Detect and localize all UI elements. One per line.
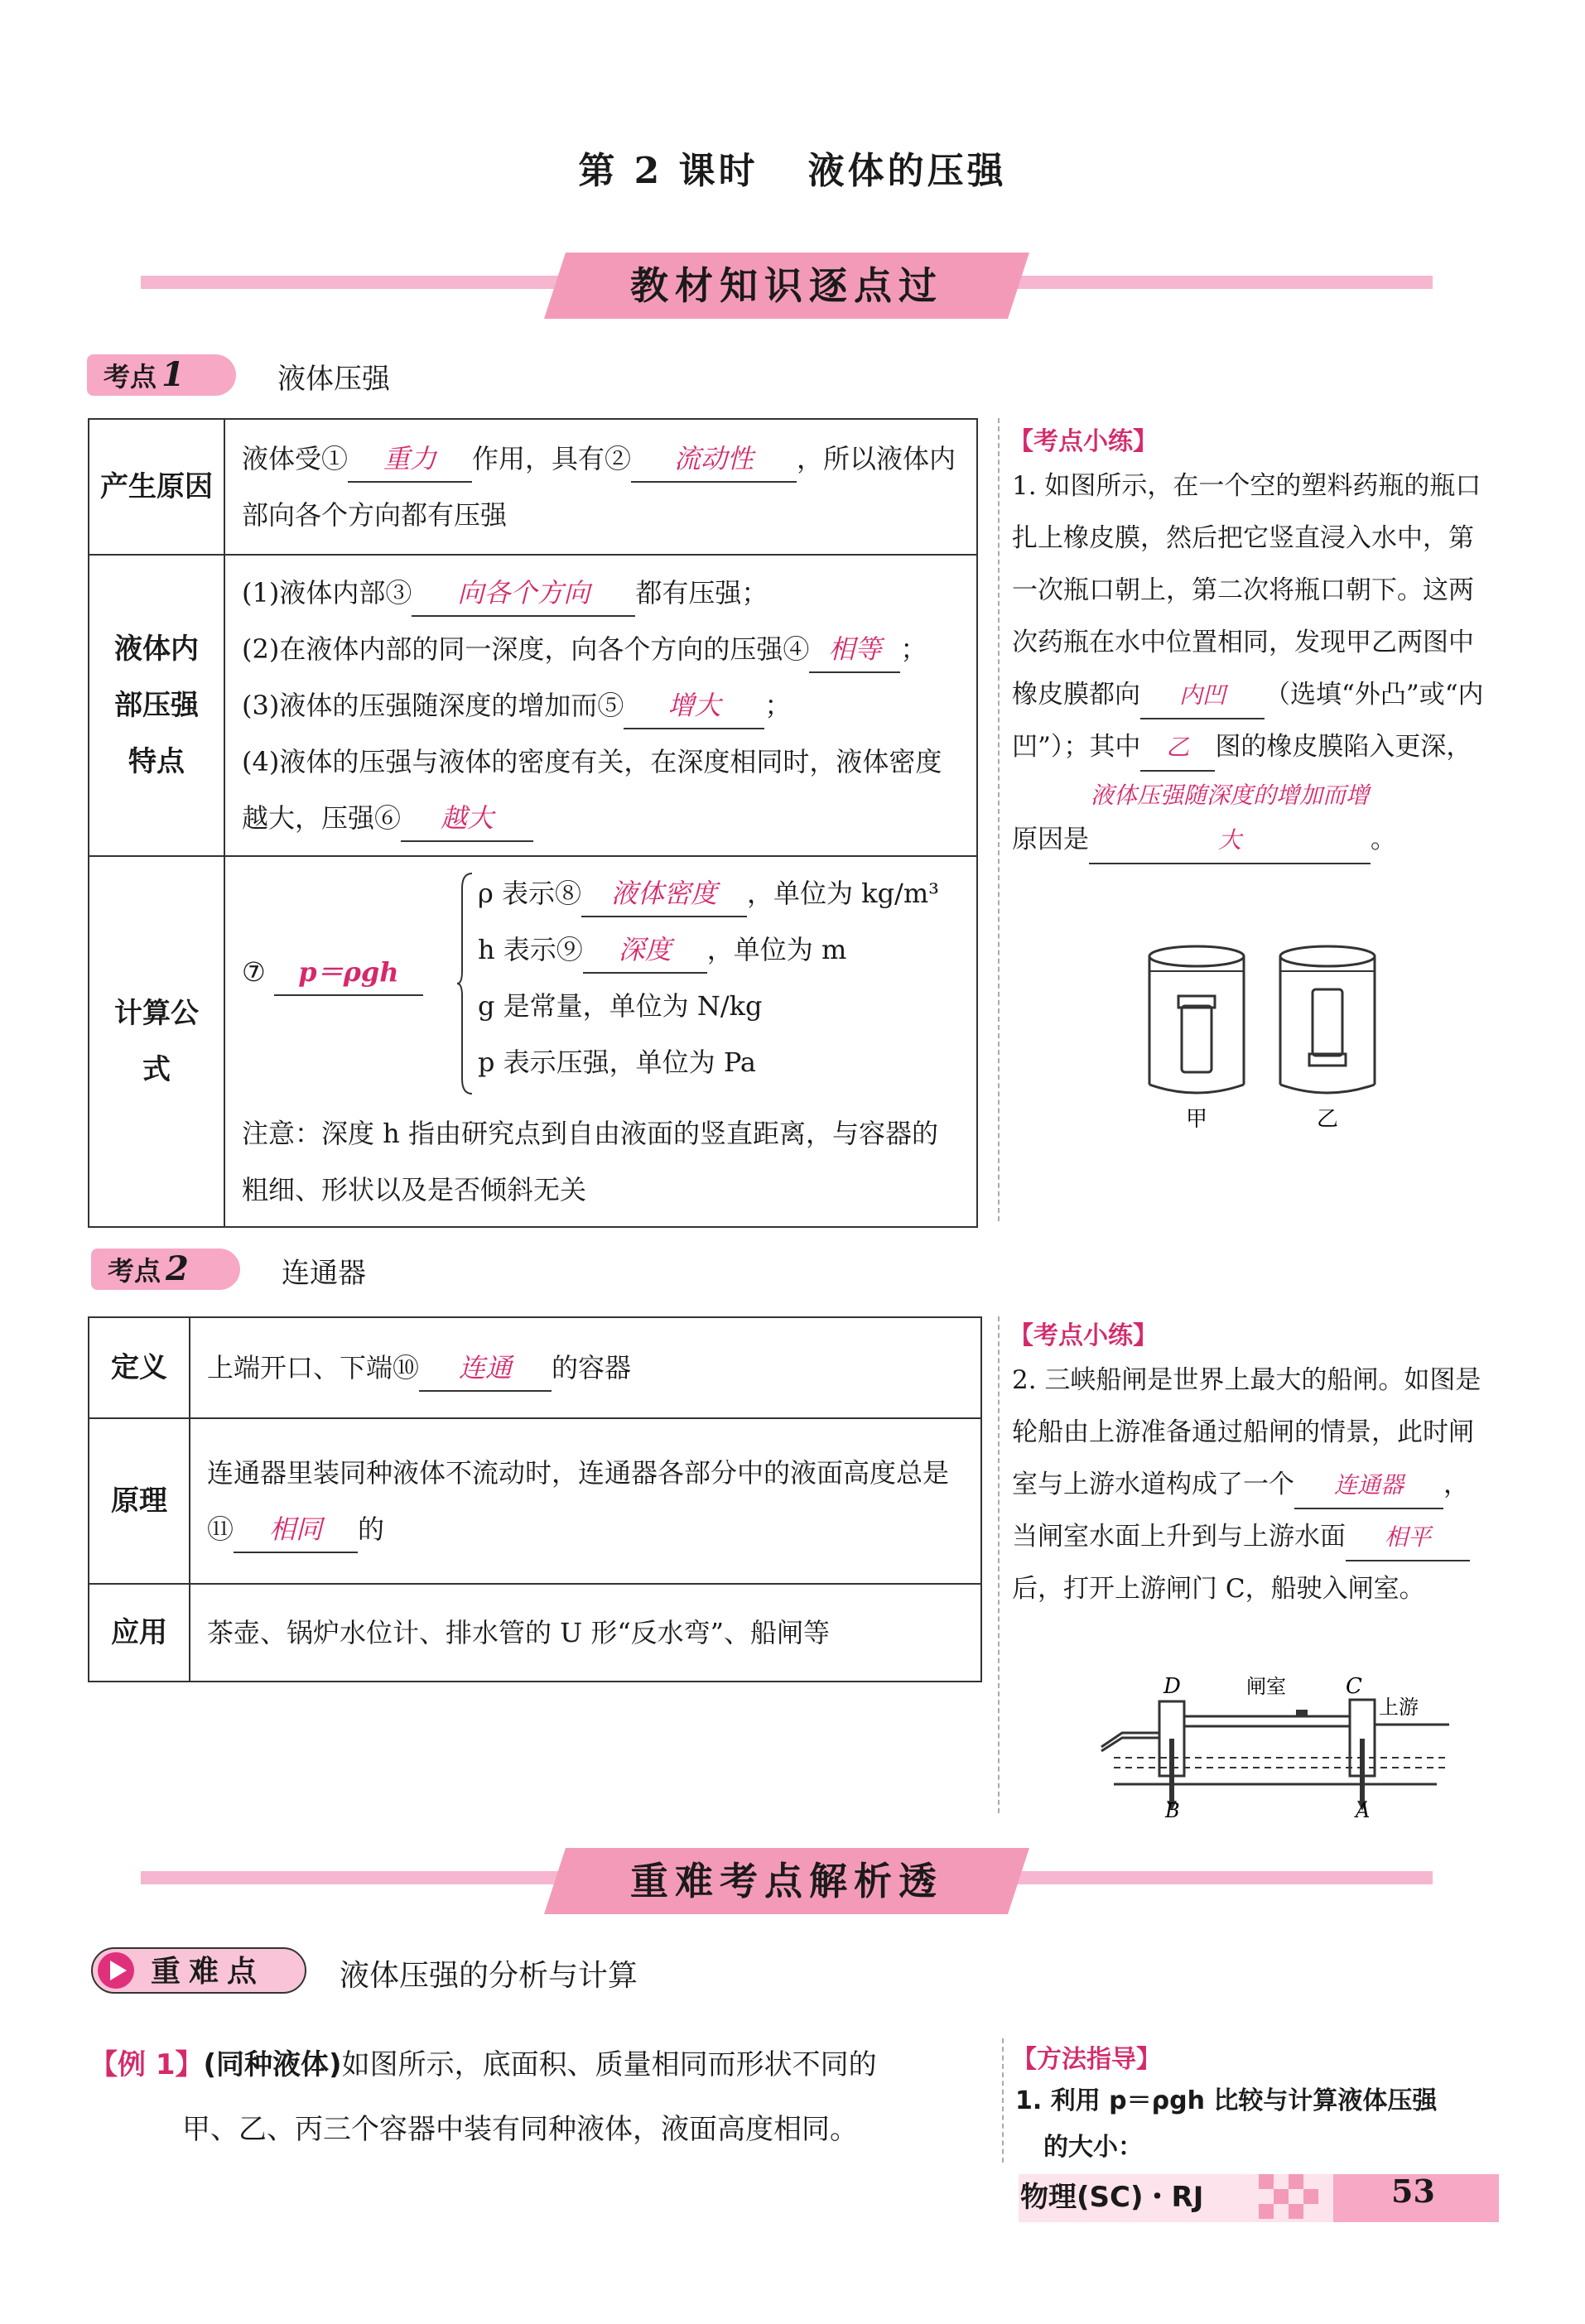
beaker-left bbox=[1149, 946, 1244, 1093]
row-header-principle: 原理 bbox=[89, 1418, 190, 1584]
row-header-features: 液体内部压强特点 bbox=[89, 555, 224, 856]
brace-icon bbox=[455, 872, 474, 1095]
application-content: 茶壶、锅炉水位计、排水管的 U 形“反水弯”、船闸等 bbox=[190, 1584, 981, 1682]
table-row bbox=[89, 1418, 981, 1584]
ship-lock-figure bbox=[1097, 1668, 1453, 1817]
row-header-formula: 计算公式 bbox=[89, 856, 224, 1227]
example-tag: 【例 1】 bbox=[89, 2048, 204, 2081]
example-1: 【例 1】(同种液体)如图所示，底面积、质量相同而形状不同的 甲、乙、丙三个容器中装有同种液体，液面高度相同。 bbox=[89, 2048, 877, 2146]
difficult-point-title: 液体压强的分析与计算 bbox=[340, 1959, 638, 1993]
lesson-topic: 液体的压强 bbox=[807, 150, 1007, 192]
answer-blank: 乙 bbox=[1140, 725, 1215, 772]
beaker-right bbox=[1280, 946, 1375, 1093]
footer-subject: 物理(SC)・RJ bbox=[1020, 2181, 1204, 2214]
answer-blank: 增大 bbox=[624, 683, 764, 729]
banner-text: 重难考点解析透 bbox=[630, 1859, 943, 1903]
column-divider bbox=[998, 1316, 1000, 1813]
answer-blank: 重力 bbox=[348, 436, 472, 483]
answer-blank: 连通器 bbox=[1294, 1463, 1443, 1509]
answer-blank: 流动性 bbox=[631, 436, 797, 483]
kaodian-1-badge: 考点 1 bbox=[87, 354, 236, 396]
practice-2-question: 2. 三峡船闸是世界上最大的船闸。如图是轮船由上游准备通过船闸的情景，此时闸室与上游水道构成了一个 连通器 ，当闸室水面上升到与上游水面 相平后，打开上游闸门 C，船驶入闸室。 bbox=[1012, 1365, 1481, 1604]
answer-blank: 深度 bbox=[583, 927, 707, 974]
column-divider bbox=[998, 418, 1000, 1221]
section-banner-knowledge bbox=[141, 253, 1433, 319]
table-row bbox=[89, 555, 977, 856]
label-D: D bbox=[1163, 1674, 1181, 1699]
page-title bbox=[0, 141, 1585, 194]
cause-content: 液体受① 重力 作用，具有② 流动性 ，所以液体内部向各个方向都有压强 bbox=[224, 419, 977, 555]
answer-blank: 越大 bbox=[401, 796, 533, 842]
difficult-point-badge: 重难点 bbox=[91, 1947, 306, 1994]
formula-answer: ⑦ p＝ρgh bbox=[242, 944, 423, 1000]
lesson-number: 第 2 课时 bbox=[578, 150, 759, 192]
table-row bbox=[89, 419, 977, 555]
label-upstream: 上游 bbox=[1379, 1696, 1419, 1719]
table-row bbox=[89, 856, 977, 1227]
features-content: (1)液体内部③ 向各个方向 都有压强； (2)在液体内部的同一深度，向各个方向的压强④ 相等 ； (3)液体的压强随深度的增加而⑤ 增大 ； (4)液体的压强与液体的密度有关，在深度相同时，液体密度越大，压强⑥ 越大 bbox=[224, 555, 977, 856]
formula-content bbox=[224, 856, 977, 1227]
method-heading: 【方法指导】 bbox=[1012, 2045, 1161, 2074]
figure-label-yi: 乙 bbox=[1316, 1107, 1339, 1132]
answer-blank: 相同 bbox=[234, 1507, 358, 1553]
label-B: B bbox=[1165, 1799, 1180, 1817]
section-banner-difficult bbox=[141, 1848, 1433, 1914]
kaodian-1-table bbox=[88, 418, 978, 1228]
practice-1-question: 1. 如图所示，在一个空的塑料药瓶的瓶口扎上橡皮膜，然后把它竖直浸入水中，第一次瓶口朝上，第二次将瓶口朝下。这两次药瓶在水中位置相同，发现甲乙两图中橡皮膜都向 内凹 （选填“外凸”或“内凹”）；其中 乙 图的橡皮膜陷入更深，原因是液体压强随深度的增加而增大 。 bbox=[1012, 460, 1488, 866]
table-row bbox=[89, 1584, 981, 1682]
kaodian-2-table bbox=[88, 1316, 982, 1682]
answer-blank: 液体密度 bbox=[581, 871, 747, 917]
formula-note: 注意：深度 h 指由研究点到自由液面的竖直距离，与容器的粗细、形状以及是否倾斜无关 bbox=[242, 1118, 938, 1205]
bottle-figure bbox=[1147, 940, 1395, 1138]
play-arrow-icon bbox=[98, 1952, 134, 1989]
banner-text: 教材知识逐点过 bbox=[630, 263, 943, 308]
answer-blank: p＝ρgh bbox=[274, 950, 423, 996]
method-text: 1. 利用 p＝ρgh 比较与计算液体压强 的大小： bbox=[1015, 2086, 1438, 2162]
kaodian-2-badge: 考点 2 bbox=[91, 1249, 240, 1290]
answer-blank: 相等 bbox=[809, 627, 900, 673]
answer-blank: 内凹 bbox=[1140, 673, 1265, 719]
label-C: C bbox=[1346, 1674, 1362, 1699]
table-row bbox=[89, 1317, 981, 1418]
answer-blank: 连通 bbox=[419, 1345, 552, 1392]
kaodian-2-title: 连通器 bbox=[282, 1257, 366, 1290]
row-header-application: 应用 bbox=[89, 1584, 190, 1682]
kaodian-1-title: 液体压强 bbox=[277, 363, 390, 396]
row-header-cause: 产生原因 bbox=[89, 419, 224, 555]
formula-symbols: ρ 表示⑧ 液体密度 ，单位为 kg/m³ h 表示⑨ 深度 ，单位为 m g 是常量，单位为 N/kg p 表示压强，单位为 Pa bbox=[478, 865, 939, 1090]
practice-2-heading: 【考点小练】 bbox=[1009, 1321, 1158, 1350]
row-header-definition: 定义 bbox=[89, 1317, 190, 1418]
answer-blank: 向各个方向 bbox=[412, 570, 635, 617]
principle-content: 连通器里装同种液体不流动时，连通器各部分中的液面高度总是⑪ 相同 的 bbox=[190, 1418, 981, 1584]
practice-1-heading: 【考点小练】 bbox=[1009, 427, 1158, 456]
label-A: A bbox=[1356, 1799, 1371, 1817]
answer-blank: 液体压强随深度的增加而增大 bbox=[1089, 773, 1371, 864]
label-lock-chamber: 闸室 bbox=[1246, 1675, 1286, 1698]
page-number: 53 bbox=[1391, 2172, 1435, 2210]
column-divider bbox=[1002, 2038, 1004, 2163]
answer-blank: 相平 bbox=[1346, 1515, 1470, 1561]
figure-label-jia: 甲 bbox=[1185, 1107, 1208, 1132]
definition-content: 上端开口、下端⑩ 连通 的容器 bbox=[190, 1317, 981, 1418]
